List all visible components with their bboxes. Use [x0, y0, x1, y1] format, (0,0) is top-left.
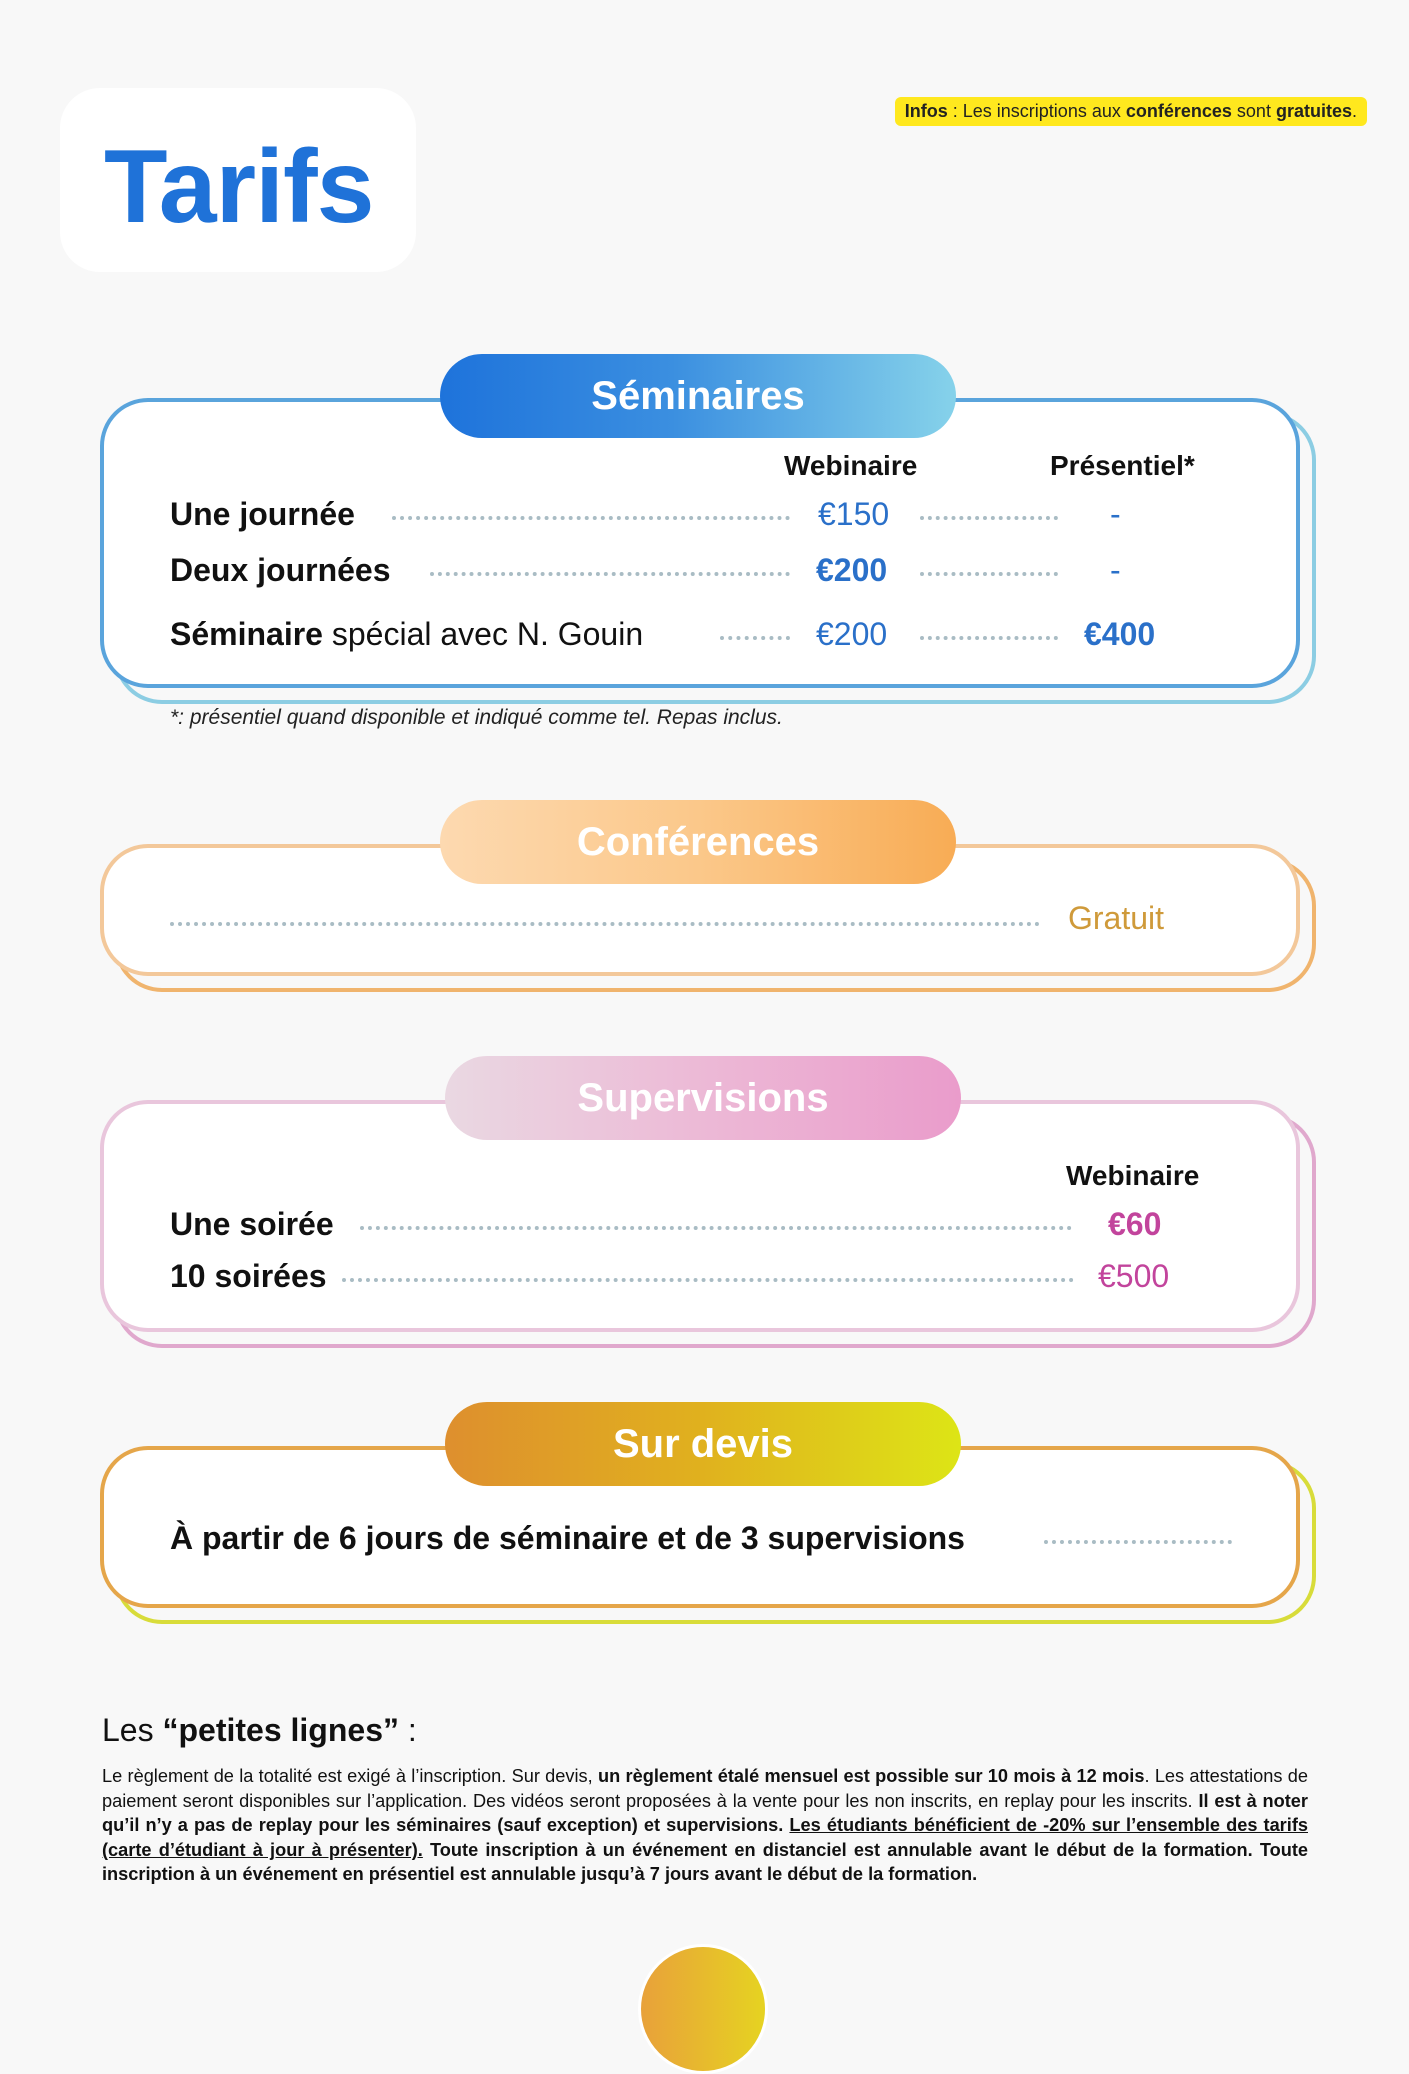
sur-devis-title: Sur devis — [445, 1402, 961, 1486]
infos-text-1: : Les inscriptions aux — [947, 101, 1126, 121]
text-bold: un règlement étalé mensuel est possible sur 10 mois à 12 mois — [598, 1766, 1145, 1786]
col-presentiel: Présentiel* — [1050, 450, 1195, 481]
dotted-leader — [920, 572, 1058, 576]
dotted-leader — [360, 1226, 1072, 1230]
price-webinaire-une-journee: €150 — [818, 496, 890, 532]
label-bold: Séminaire — [170, 616, 323, 652]
text-underline: Les étudiants bénéficient de -20% sur l’ensemble des tarifs (carte d’étudiant à jour à présenter). — [102, 1815, 1308, 1860]
dotted-leader — [170, 922, 1040, 926]
dotted-leader — [342, 1278, 1074, 1282]
col-webinaire: Webinaire — [1066, 1160, 1200, 1191]
conferences-price: Gratuit — [1068, 900, 1165, 936]
infos-label: Infos — [904, 101, 948, 121]
text-bold: Toute inscription à un événement en distanciel est annulable avant le début de la formation. Toute inscription à un événement en présentiel est annulable jusqu’à 7 jours avant le début de la formation. — [102, 1839, 1308, 1885]
infos-text-3: . — [1351, 101, 1357, 121]
conferences-card — [100, 819, 1300, 976]
sur-devis-card — [100, 1421, 1300, 1608]
dotted-leader — [920, 636, 1058, 640]
dotted-leader — [392, 516, 790, 520]
price-webinaire-seminaire-special: €200 — [816, 616, 888, 652]
infos-text-2: sont — [1231, 101, 1276, 121]
petites-lignes-text — [102, 1764, 1308, 1887]
sur-devis-text: À partir de 6 jours de séminaire et de 3 supervisions — [170, 1520, 965, 1556]
seminaires-note: *: présentiel quand disponible et indiqué comme tel. Repas inclus. — [170, 706, 783, 729]
text-bold: Il est à noter qu’il n’y a pas de replay pour les séminaires (sauf exception) et supervisions. — [102, 1790, 1308, 1836]
title-post: : — [398, 1712, 417, 1748]
row-label-une-journee: Une journée — [170, 496, 355, 532]
infos-banner — [895, 97, 1367, 126]
title-pre: Les — [102, 1712, 163, 1748]
row-label-seminaire-special — [170, 616, 643, 653]
price-presentiel-seminaire-special: €400 — [1084, 616, 1156, 652]
price-presentiel-une-journee: - — [1110, 496, 1121, 532]
price-presentiel-deux-journees: - — [1110, 552, 1121, 588]
price-une-soiree: €60 — [1108, 1206, 1162, 1242]
infos-bold-2: gratuites — [1275, 101, 1352, 121]
title-box — [60, 88, 416, 272]
seminaires-card — [100, 373, 1300, 688]
decorative-circle — [638, 1944, 768, 2074]
dotted-leader — [720, 636, 790, 640]
title-bold: “petites lignes” — [162, 1712, 399, 1748]
dotted-leader — [920, 516, 1058, 520]
price-webinaire-deux-journees: €200 — [816, 552, 888, 588]
text-part: . Les attestations de paiement seront disponibles sur l’application. Des vidéos seront proposées à la vente pour les non inscrits, en replay pour les inscrits. — [102, 1766, 1308, 1811]
infos-bold-1: conférences — [1125, 101, 1232, 121]
petites-lignes-title — [102, 1712, 417, 1749]
row-label-10-soirees: 10 soirées — [170, 1258, 327, 1294]
dotted-leader — [1044, 1540, 1232, 1544]
seminaires-title: Séminaires — [440, 354, 956, 438]
price-10-soirees: €500 — [1098, 1258, 1170, 1294]
text-part: Le règlement de la totalité est exigé à l’inscription. Sur devis, — [102, 1766, 598, 1786]
row-label-une-soiree: Une soirée — [170, 1206, 334, 1242]
dotted-leader — [430, 572, 790, 576]
label-rest: spécial avec N. Gouin — [322, 616, 644, 652]
supervisions-card — [100, 1075, 1300, 1332]
supervisions-title: Supervisions — [445, 1056, 961, 1140]
conferences-title: Conférences — [440, 800, 956, 884]
page-title: Tarifs — [104, 129, 374, 245]
row-label-deux-journees: Deux journées — [170, 552, 391, 588]
col-webinaire: Webinaire — [784, 450, 918, 481]
